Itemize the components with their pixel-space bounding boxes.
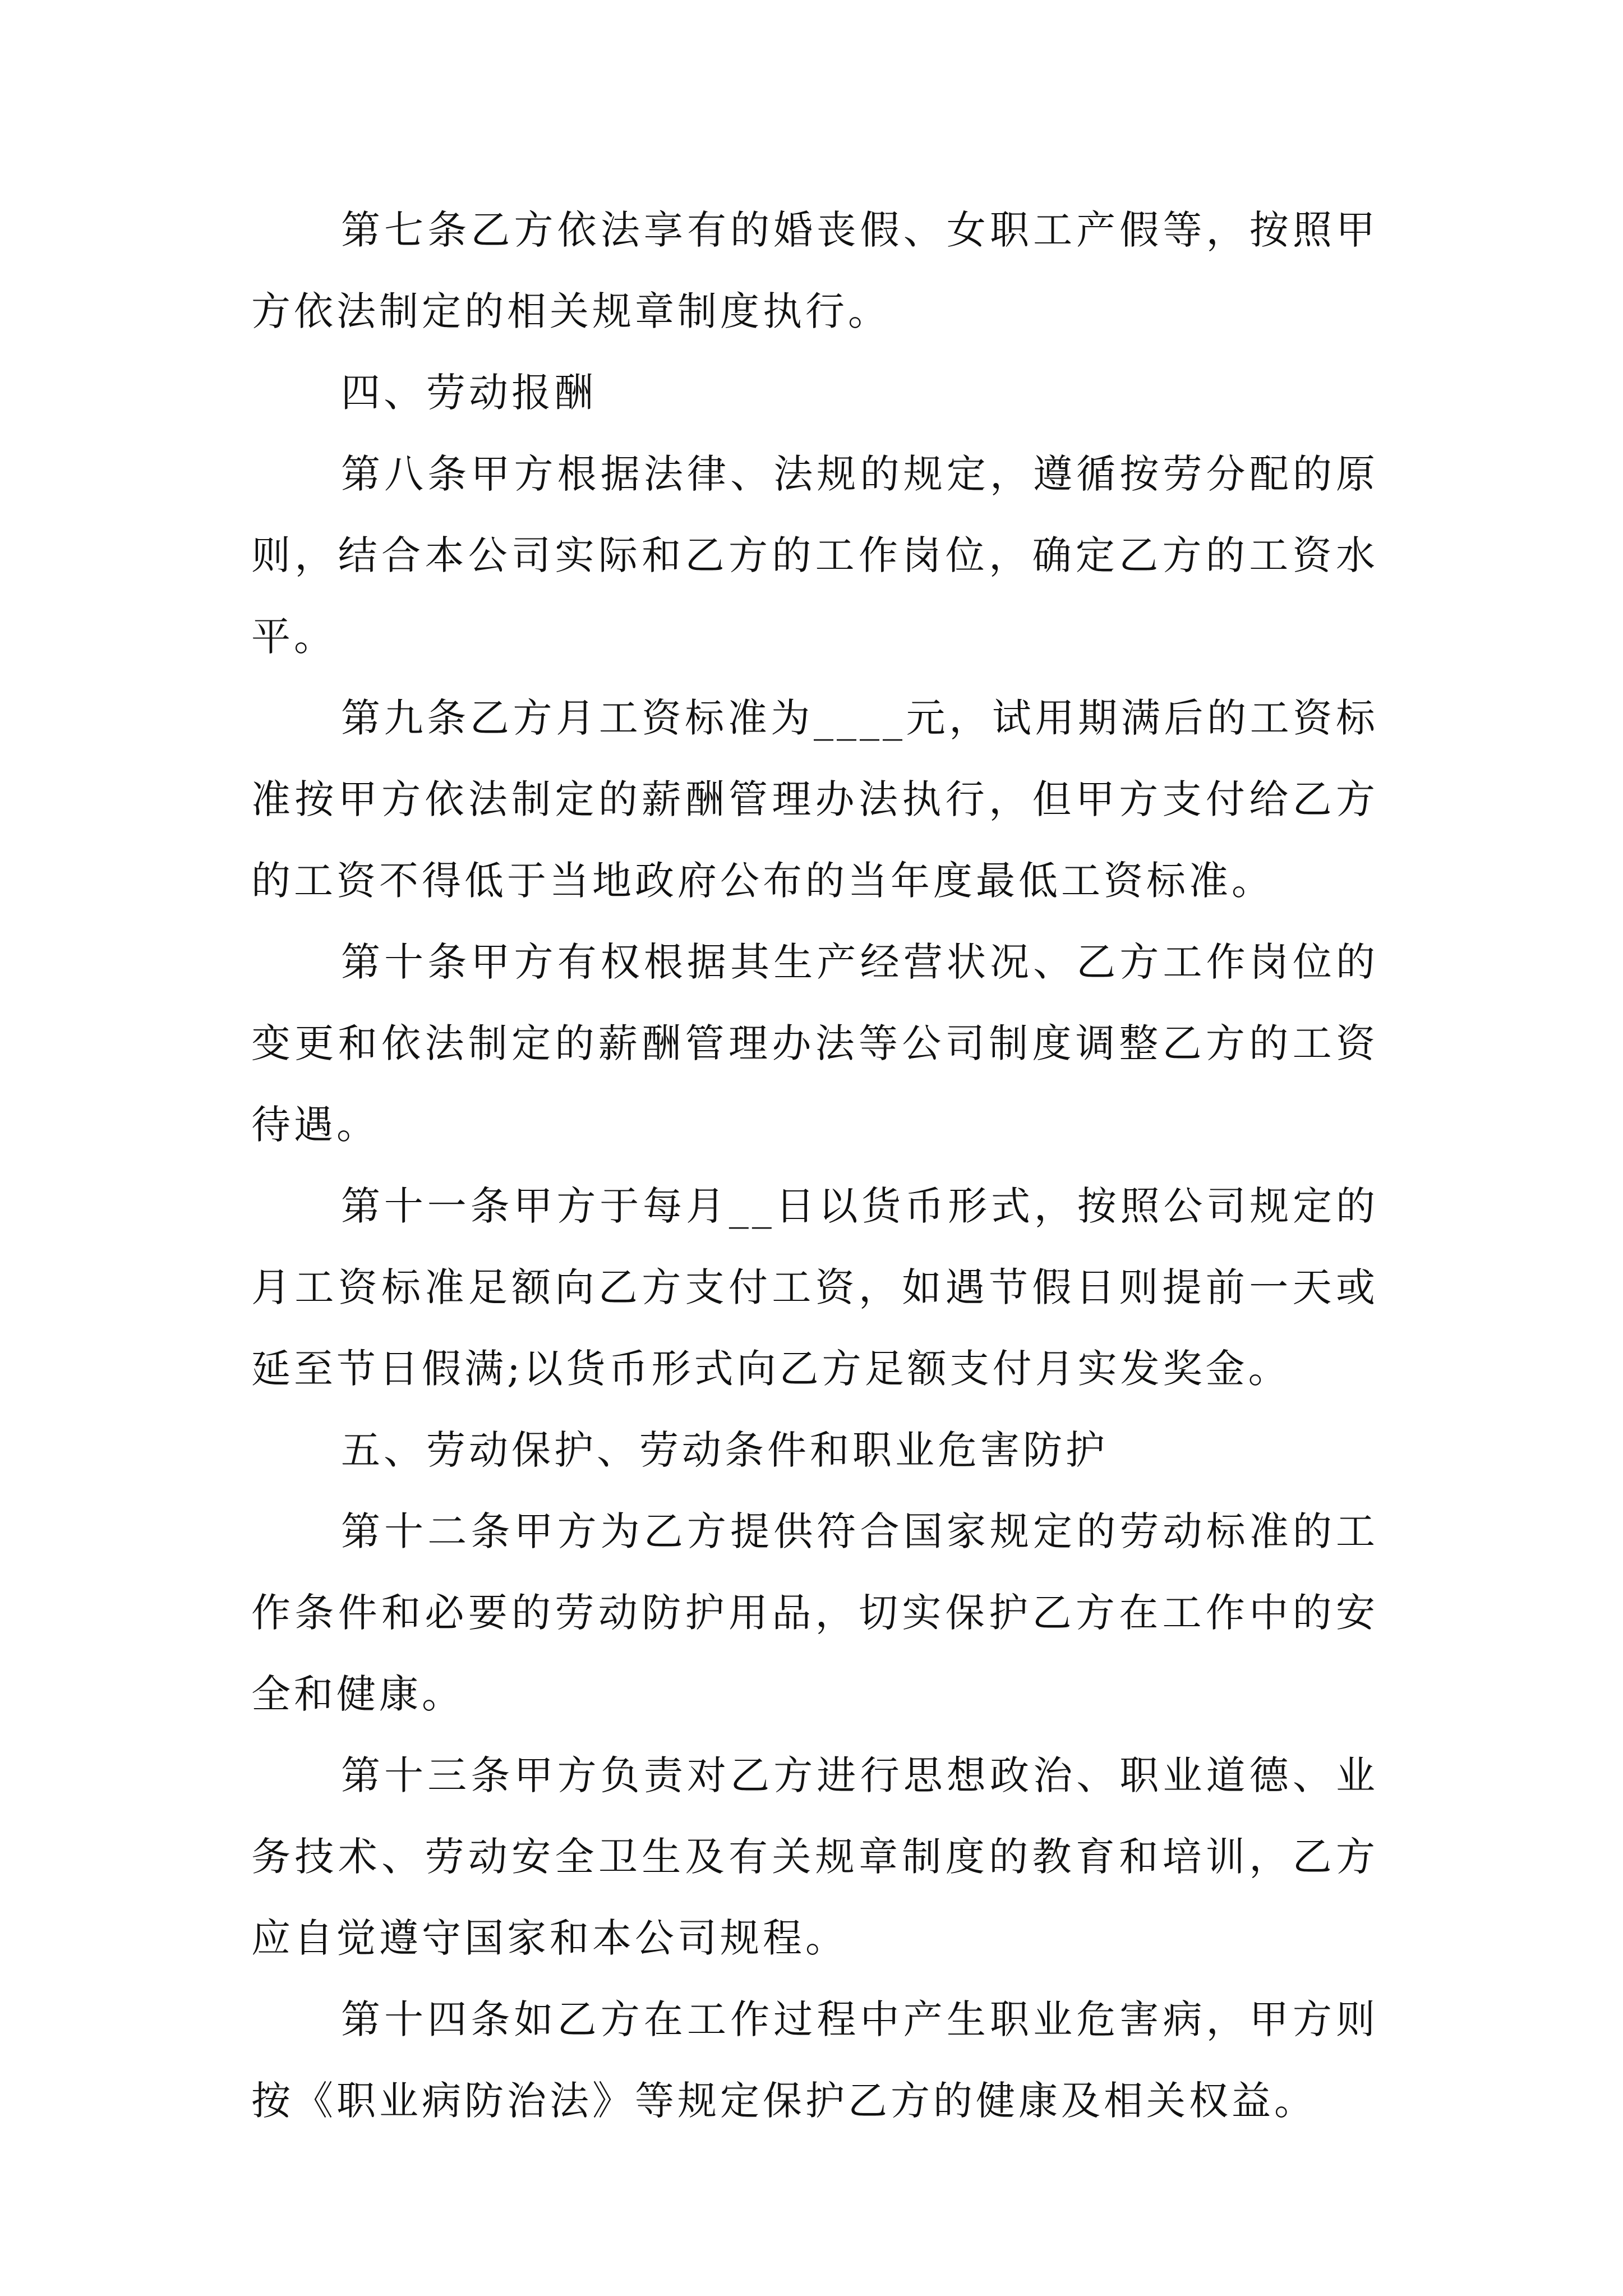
section-4-heading: 四、劳动报酬 [341,370,597,416]
article-14-paragraph: 第十四条如乙方在工作过程中产生职业危害病，甲方则按《职业病防治法》等规定保护乙方的健康及相关权益。 [251,1996,1378,2124]
article-10-paragraph: 第十条甲方有权根据其生产经营状况、乙方工作岗位的变更和依法制定的薪酬管理办法等公司制度调整乙方的工资待遇。 [251,939,1378,1148]
article-13-paragraph: 第十三条甲方负责对乙方进行思想政治、职业道德、业务技术、劳动安全卫生及有关规章制度的教育和培训，乙方应自觉遵守国家和本公司规程。 [251,1752,1378,1961]
article-11-paragraph: 第十一条甲方于每月__日以货币形式，按照公司规定的月工资标准足额向乙方支付工资，如遇节假日则提前一天或延至节日假满;以货币形式向乙方足额支付月实发奖金。 [251,1183,1378,1392]
document-body [251,190,1378,2142]
article-9-paragraph: 第九条乙方月工资标准为____元，试用期满后的工资标准按甲方依法制定的薪酬管理办法执行，但甲方支付给乙方的工资不得低于当地政府公布的当年度最低工资标准。 [251,695,1378,904]
article-7-paragraph: 第七条乙方依法享有的婚丧假、女职工产假等，按照甲方依法制定的相关规章制度执行。 [251,207,1378,334]
section-5-heading: 五、劳动保护、劳动条件和职业危害防护 [341,1427,1108,1473]
article-8-paragraph: 第八条甲方根据法律、法规的规定，遵循按劳分配的原则，结合本公司实际和乙方的工作岗位，确定乙方的工资水平。 [251,451,1378,660]
article-12-paragraph: 第十二条甲方为乙方提供符合国家规定的劳动标准的工作条件和必要的劳动防护用品，切实保护乙方在工作中的安全和健康。 [251,1508,1378,1717]
